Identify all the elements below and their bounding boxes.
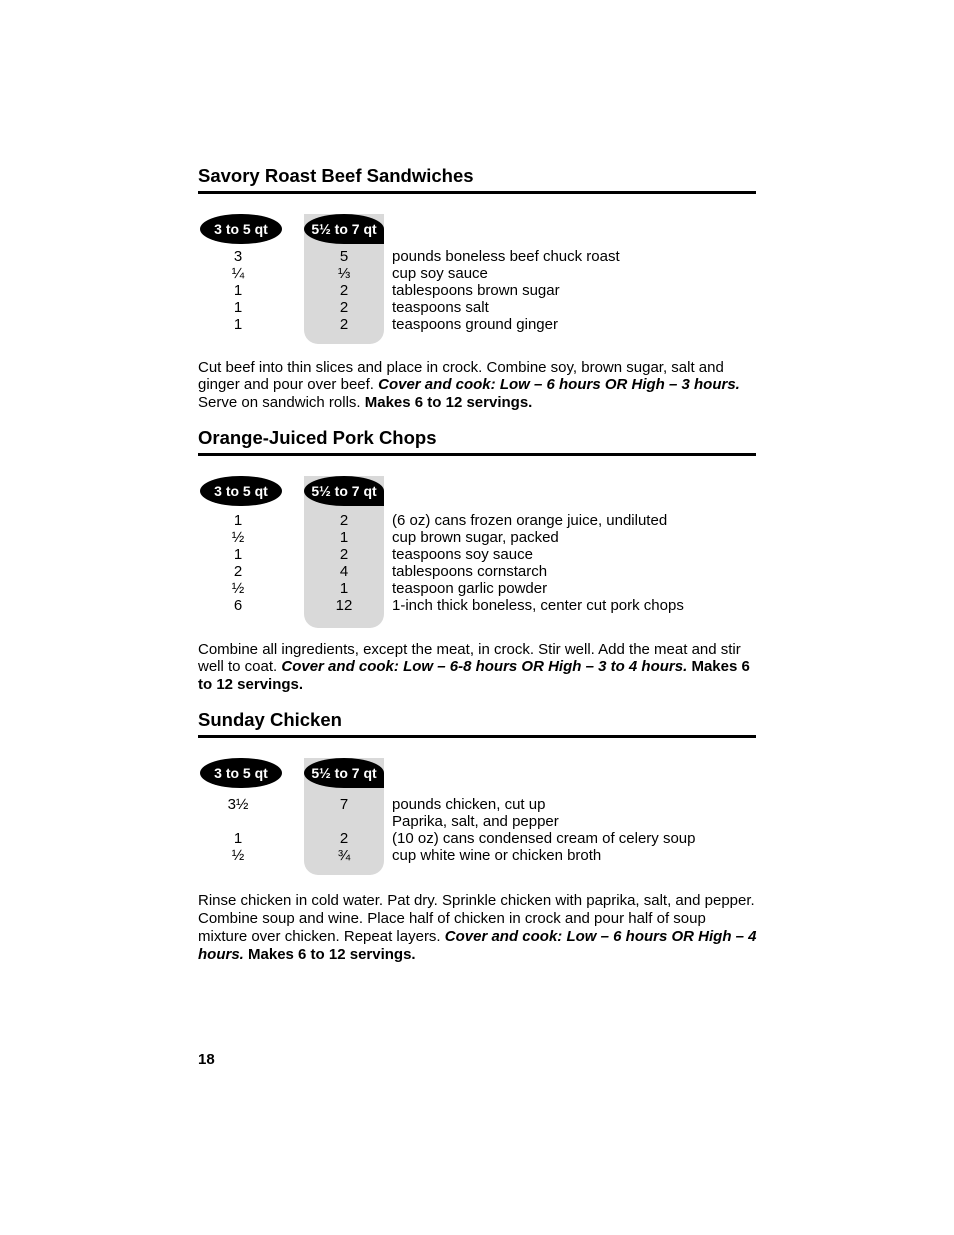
large-crock-label: 5½ to 7 qt <box>304 758 384 788</box>
ingredient-text: teaspoon garlic powder <box>392 580 548 597</box>
large-qty: 2 <box>339 512 349 529</box>
recipe-instructions <box>198 892 758 964</box>
page-number: 18 <box>198 1051 215 1068</box>
small-qty: 1 <box>233 299 243 316</box>
ingredient-row <box>198 847 756 864</box>
recipe-sunday-chicken <box>198 709 756 864</box>
small-crock-label: 3 to 5 qt <box>200 214 282 244</box>
large-qty: 4 <box>339 563 349 580</box>
small-qty: 1 <box>233 546 243 563</box>
ingredient-text: cup white wine or chicken broth <box>392 847 602 864</box>
small-qty: 2 <box>233 563 243 580</box>
recipe-instructions <box>198 359 758 411</box>
ingredient-text: pounds boneless beef chuck roast <box>392 248 620 265</box>
small-qty: 3 <box>233 248 243 265</box>
ingredient-text: cup soy sauce <box>392 265 488 282</box>
ingredient-row <box>198 248 756 265</box>
recipe-savory-roast-beef <box>198 165 756 333</box>
instruction-text: Cut beef into thin slices and place in crock. Combine soy, brown sugar, salt and ginger and pour over beef. <box>198 359 724 394</box>
small-crock-label: 3 to 5 qt <box>200 476 282 506</box>
small-qty: 1 <box>233 512 243 529</box>
ingredient-row <box>198 796 756 813</box>
ingredient-row <box>198 529 756 546</box>
large-crock-label: 5½ to 7 qt <box>304 476 384 506</box>
ingredient-text: tablespoons brown sugar <box>392 282 560 299</box>
small-qty: 3½ <box>227 796 249 813</box>
large-qty: 2 <box>339 282 349 299</box>
large-crock-label: 5½ to 7 qt <box>304 214 384 244</box>
small-qty: ½ <box>231 529 245 546</box>
large-qty: 2 <box>339 299 349 316</box>
small-qty: ¼ <box>231 265 245 282</box>
ingredient-row <box>198 265 756 282</box>
ingredient-text: 1-inch thick boneless, center cut pork chops <box>392 597 684 614</box>
ingredient-text: teaspoons salt <box>392 299 489 316</box>
small-crock-label: 3 to 5 qt <box>200 758 282 788</box>
small-qty: 6 <box>233 597 243 614</box>
ingredient-text: (6 oz) cans frozen orange juice, undiluted <box>392 512 668 529</box>
ingredient-row <box>198 316 756 333</box>
cook-time: Cover and cook: Low – 6 hours OR High – 3 hours. <box>378 376 740 394</box>
large-qty: 12 <box>335 597 353 614</box>
large-qty: ¾ <box>337 847 351 864</box>
ingredient-text: tablespoons cornstarch <box>392 563 548 580</box>
ingredient-row <box>198 563 756 580</box>
cook-time: Cover and cook: Low – 6 hours OR High – 4 hours. <box>198 928 757 963</box>
small-qty: ½ <box>231 847 245 864</box>
large-qty: ⅓ <box>337 265 351 282</box>
large-qty: 2 <box>339 830 349 847</box>
ingredient-text: cup brown sugar, packed <box>392 529 559 546</box>
ingredient-row <box>198 546 756 563</box>
recipe-title: Sunday Chicken <box>198 709 756 738</box>
ingredient-row <box>198 580 756 597</box>
small-qty: ½ <box>231 580 245 597</box>
ingredient-text: teaspoons soy sauce <box>392 546 533 563</box>
recipe-title: Orange-Juiced Pork Chops <box>198 427 756 456</box>
instruction-text: Combine all ingredients, except the meat, in crock. Stir well. Add the meat and stir well to coat. <box>198 641 741 676</box>
small-qty: 1 <box>233 316 243 333</box>
large-qty: 1 <box>339 529 349 546</box>
ingredient-row <box>198 597 756 614</box>
ingredient-row <box>198 282 756 299</box>
large-qty: 5 <box>339 248 349 265</box>
ingredient-text: pounds chicken, cut up <box>392 796 546 813</box>
small-qty: 1 <box>233 830 243 847</box>
servings: Makes 6 to 12 servings. <box>198 658 750 693</box>
recipe-instructions <box>198 641 758 693</box>
ingredient-row <box>198 813 756 830</box>
recipe-orange-juiced-pork-chops <box>198 427 756 614</box>
ingredient-text: Paprika, salt, and pepper <box>392 813 559 830</box>
ingredient-text: teaspoons ground ginger <box>392 316 558 333</box>
large-qty: 2 <box>339 316 349 333</box>
servings: Makes 6 to 12 servings. <box>364 393 533 411</box>
servings: Makes 6 to 12 servings. <box>248 946 416 963</box>
ingredient-row <box>198 830 756 847</box>
ingredient-text: (10 oz) cans condensed cream of celery soup <box>392 830 696 847</box>
instruction-text: Rinse chicken in cold water. Pat dry. Sprinkle chicken with paprika, salt, and pepper. Combine soup and wine. Place half of chicken in crock and pour half of soup mixture over chicken. Repeat layers. <box>198 892 755 945</box>
large-qty: 7 <box>339 796 349 813</box>
large-qty: 1 <box>339 580 349 597</box>
small-qty: 1 <box>233 282 243 299</box>
instruction-text: Serve on sandwich rolls. <box>198 393 365 411</box>
cook-time: Cover and cook: Low – 6-8 hours OR High – 3 to 4 hours. <box>281 658 688 676</box>
large-qty: 2 <box>339 546 349 563</box>
recipe-title: Savory Roast Beef Sandwiches <box>198 165 756 194</box>
ingredient-row <box>198 299 756 316</box>
ingredient-row <box>198 512 756 529</box>
